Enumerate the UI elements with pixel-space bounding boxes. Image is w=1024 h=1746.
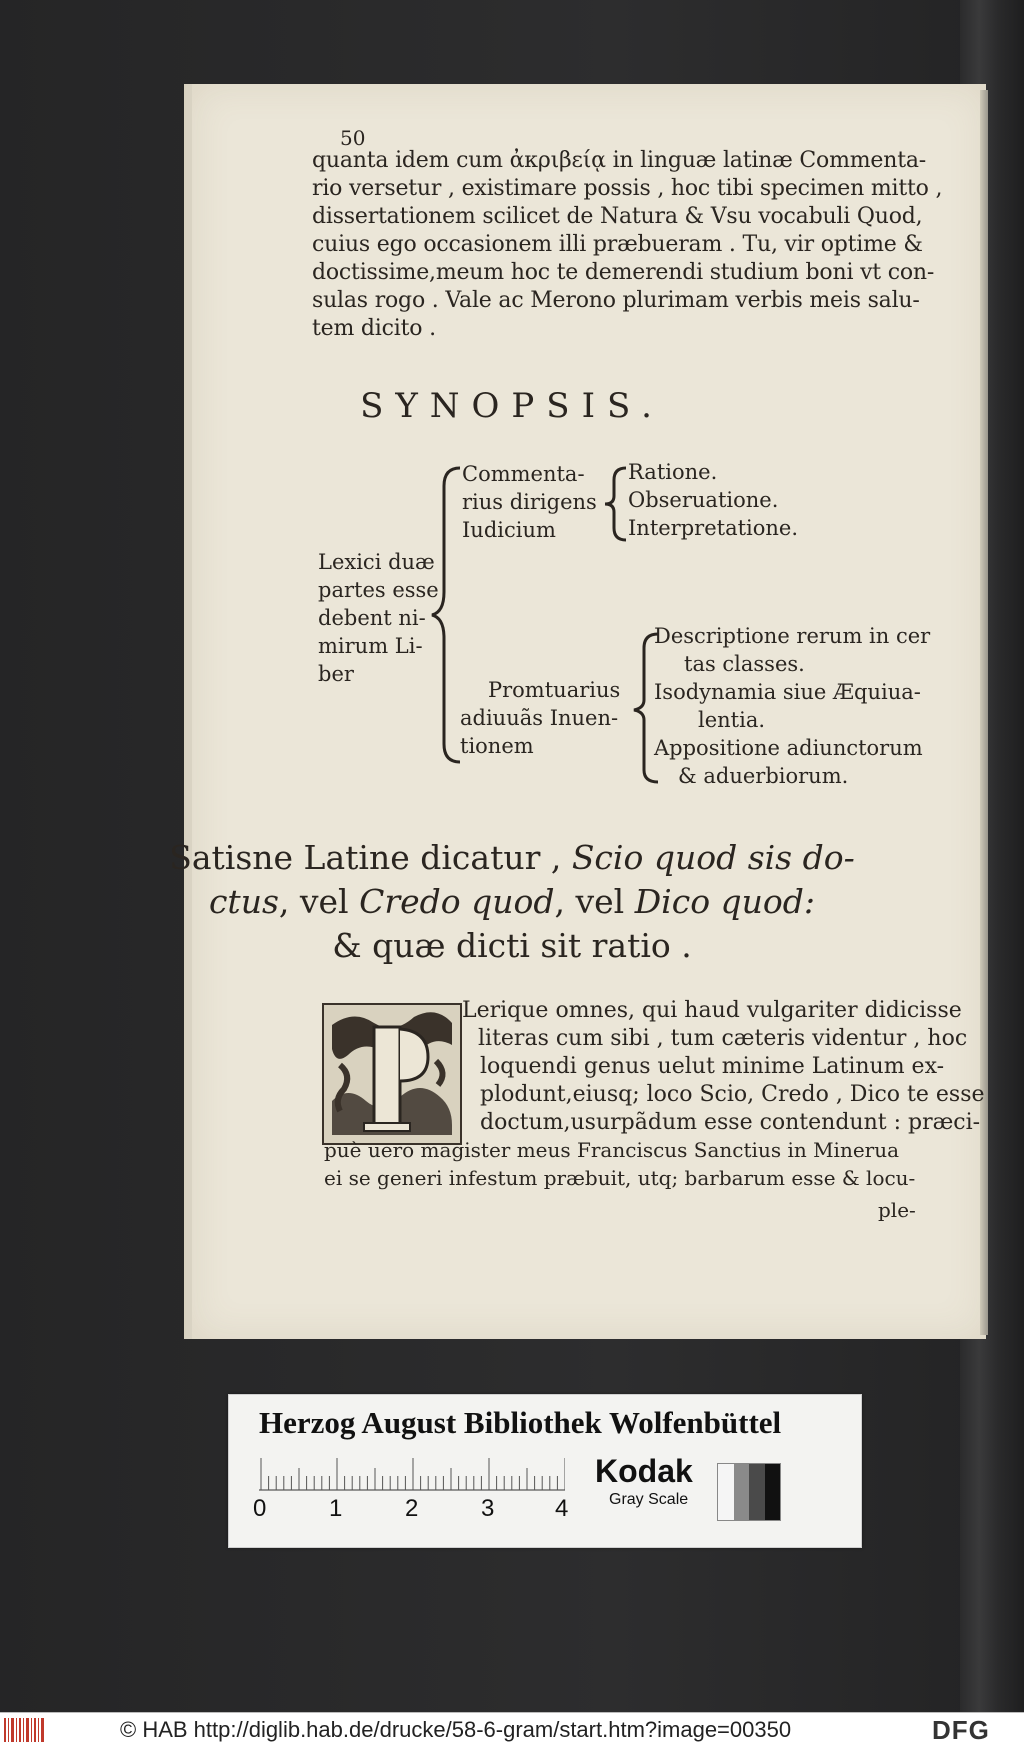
intro-line: rio versetur , existimare possis , hoc tibi specimen mitto , xyxy=(312,176,943,201)
synopsis-root-text: ber xyxy=(318,662,354,686)
gray-swatch xyxy=(749,1464,765,1520)
section-title-line: ctus, vel Credo quod, vel Dico quod: xyxy=(208,882,816,921)
body-line: Lerique omnes, qui haud vulgariter didicisse xyxy=(462,998,962,1023)
library-scale-label xyxy=(228,1394,862,1548)
ruler-scale xyxy=(259,1457,565,1491)
body-line: loquendi genus uelut minime Latinum ex- xyxy=(480,1054,945,1079)
body-line: plodunt,eiusq; loco Scio, Credo , Dico te esse xyxy=(480,1082,985,1107)
ruler-digit: 4 xyxy=(555,1495,569,1522)
synopsis-branch1-item: Ratione. xyxy=(628,460,718,484)
ruler-digit: 1 xyxy=(329,1495,343,1522)
gray-scale-swatches xyxy=(717,1463,781,1521)
page-edge xyxy=(980,90,988,1335)
synopsis-branch2-item: & aduerbiorum. xyxy=(678,764,849,788)
section-title-line: Satisne Latine dicatur , Scio quod sis do- xyxy=(169,838,855,877)
intro-line: tem dicito . xyxy=(312,316,436,341)
synopsis-root-text: partes esse xyxy=(318,578,439,602)
synopsis-title: SYNOPSIS. xyxy=(360,386,664,426)
section-title-line: & quæ dicti sit ratio . xyxy=(332,926,692,965)
synopsis-branch1-text: rius dirigens xyxy=(462,490,597,514)
library-name: Herzog August Bibliothek Wolfenbüttel xyxy=(259,1405,782,1440)
barcode-icon xyxy=(4,1718,46,1742)
dfg-logo: DFG xyxy=(932,1715,990,1745)
gray-scale-text: Gray Scale xyxy=(609,1491,689,1508)
synopsis-root-text: mirum Li- xyxy=(318,634,423,658)
decorative-initial-icon xyxy=(322,1003,462,1145)
ruler-digit: 0 xyxy=(253,1495,267,1522)
synopsis-branch2-text: tionem xyxy=(460,734,534,758)
kodak-brand: Kodak xyxy=(595,1453,693,1489)
synopsis-branch2-item: Isodynamia siue Æquiua- xyxy=(654,680,921,704)
synopsis-branch2-text: adiuuãs Inuen- xyxy=(460,706,619,730)
ruler-digit: 2 xyxy=(405,1495,419,1522)
body-line: doctum,usurpãdum esse contendunt : præci- xyxy=(480,1110,981,1135)
synopsis-branch1-text: Iudicium xyxy=(462,518,556,542)
synopsis-root-text: debent ni- xyxy=(318,606,426,630)
body-line: puè uero magister meus Franciscus Sanctius in Minerua xyxy=(324,1138,900,1162)
intro-line: cuius ego occasionem illi præbueram . Tu, vir optime & xyxy=(312,232,923,257)
synopsis-branch2-item: Descriptione rerum in cer xyxy=(654,624,931,648)
intro-line: quanta idem cum ἀκριβείᾳ in linguæ latinæ Commenta- xyxy=(312,148,926,173)
synopsis-branch1-text: Commenta- xyxy=(462,462,585,486)
footer-source-link[interactable]: © HAB http://diglib.hab.de/drucke/58-6-gram/start.htm?image=00350 xyxy=(120,1717,792,1742)
gray-swatch xyxy=(765,1464,781,1520)
synopsis-branch2-item: Appositione adiunctorum xyxy=(654,736,923,760)
footer-bar xyxy=(0,1712,1024,1746)
gray-swatch xyxy=(734,1464,750,1520)
synopsis-branch1-item: Obseruatione. xyxy=(628,488,779,512)
gray-swatch xyxy=(718,1464,734,1520)
synopsis-root-text: Lexici duæ xyxy=(318,550,435,574)
intro-line: sulas rogo . Vale ac Merono plurimam verbis meis salu- xyxy=(312,288,920,313)
page-number: 50 xyxy=(340,126,366,150)
synopsis-branch2-item: tas classes. xyxy=(684,652,805,676)
intro-line: doctissime,meum hoc te demerendi studium boni vt con- xyxy=(312,260,935,285)
synopsis-branch2-text: Promtuarius xyxy=(488,678,621,702)
intro-line: dissertationem scilicet de Natura & Vsu vocabuli Quod, xyxy=(312,204,923,229)
synopsis-branch2-brace xyxy=(630,628,664,788)
synopsis-branch2-item: lentia. xyxy=(698,708,766,732)
catchword: ple- xyxy=(878,1198,916,1222)
body-line: literas cum sibi , tum cæteris videntur , hoc xyxy=(478,1026,968,1051)
body-line: ei se generi infestum præbuit, utq; barbarum esse & locu- xyxy=(324,1166,916,1190)
ruler-digit: 3 xyxy=(481,1495,495,1522)
synopsis-branch1-item: Interpretatione. xyxy=(628,516,799,540)
